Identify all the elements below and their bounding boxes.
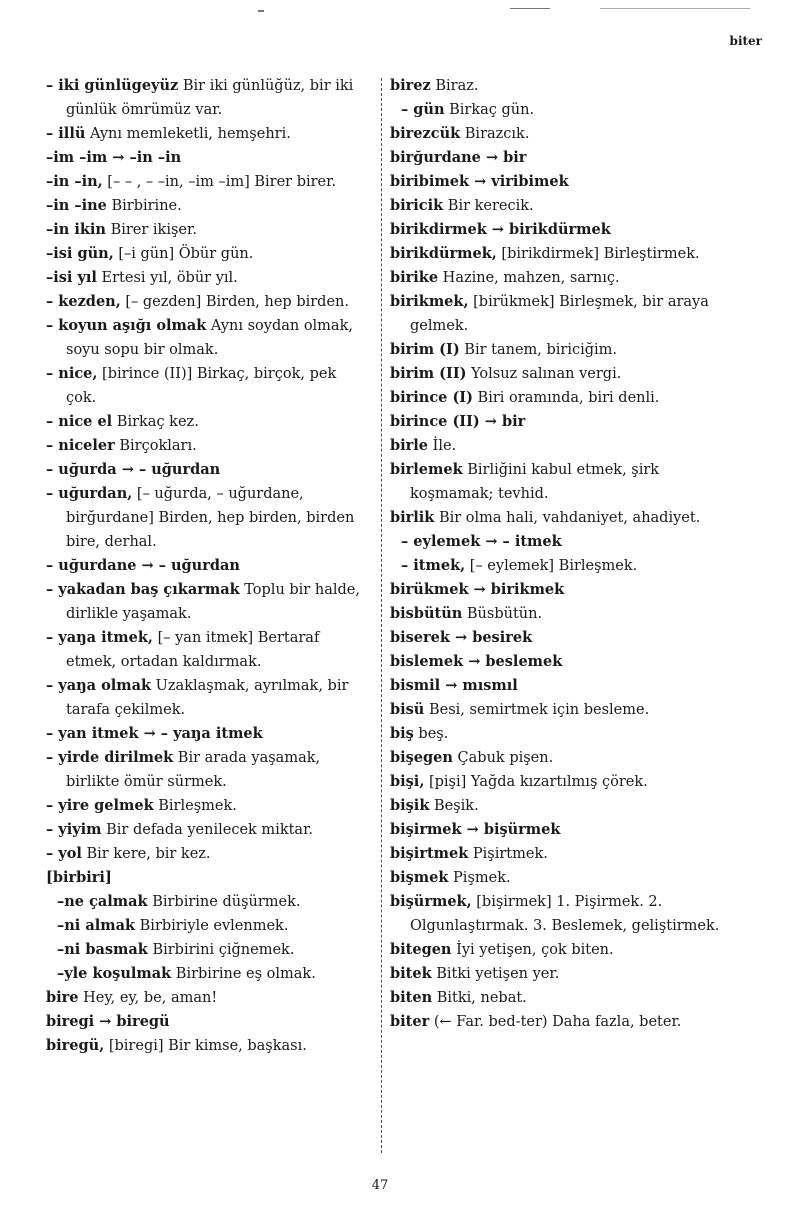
dictionary-entry <box>390 794 722 818</box>
dictionary-entry <box>46 218 368 242</box>
entry-headword: biribimek → viribimek <box>390 173 569 190</box>
entry-definition: [pişi] Yağda kızartılmış çörek. <box>424 774 648 790</box>
entry-definition: Birazcık. <box>460 126 530 142</box>
entry-definition: [– gezden] Birden, hep birden. <box>120 294 349 310</box>
entry-headword: bisü <box>390 701 425 718</box>
dictionary-entry <box>46 986 368 1010</box>
entry-headword: bişirmek → bişürmek <box>390 821 561 838</box>
entry-headword: – yaŋa olmak <box>46 677 152 694</box>
entry-definition: Birbiriyle evlenmek. <box>135 918 289 934</box>
entry-headword: –ni basmak <box>57 941 148 958</box>
entry-headword: – itmek, <box>401 557 466 574</box>
entry-headword: birikmek, <box>390 293 469 310</box>
entry-headword: birim (II) <box>390 365 467 382</box>
entry-definition: Çabuk pişen. <box>452 750 554 766</box>
entry-headword: birle <box>390 437 429 454</box>
dictionary-entry <box>46 818 368 842</box>
dictionary-entry <box>390 410 722 434</box>
entry-headword: biricik <box>390 197 444 214</box>
entry-headword: birince (II) → bir <box>390 413 526 430</box>
dictionary-entry <box>46 722 368 746</box>
entry-headword: bişmek <box>390 869 449 886</box>
dictionary-entry <box>390 746 722 770</box>
entry-headword: [birbiri] <box>46 869 112 886</box>
entry-headword: – yakadan baş çıkarmak <box>46 581 240 598</box>
entry-definition: Ertesi yıl, öbür yıl. <box>96 270 238 286</box>
dictionary-entry <box>46 674 368 722</box>
entry-definition: Birbirine. <box>106 198 182 214</box>
dictionary-entry <box>390 434 722 458</box>
entry-headword: birğurdane → bir <box>390 149 527 166</box>
dictionary-entry <box>390 530 722 554</box>
dictionary-entry <box>390 362 722 386</box>
entry-definition: Bir iki günlüğüz, bir iki günlük ömrümüz var. <box>66 78 354 118</box>
dictionary-entry <box>46 146 368 170</box>
dictionary-entry <box>46 962 368 986</box>
entry-definition: [birikdirmek] Birleştirmek. <box>496 246 700 262</box>
entry-headword: – illü <box>46 125 86 142</box>
entry-definition: Birkaç gün. <box>444 102 535 118</box>
entry-definition: [–i gün] Öbür gün. <box>113 246 254 262</box>
dictionary-entry <box>390 674 722 698</box>
entry-headword: bişirtmek <box>390 845 469 862</box>
entry-headword: bislemek → beslemek <box>390 653 563 670</box>
entry-headword: – yirde dirilmek <box>46 749 174 766</box>
dictionary-entry <box>46 434 368 458</box>
entry-definition: Birliğini kabul etmek, şirk koşmamak; tevhid. <box>410 462 660 502</box>
dictionary-entry <box>46 410 368 434</box>
dictionary-entry <box>46 626 368 674</box>
dictionary-entry <box>46 938 368 962</box>
entry-headword: – yiyim <box>46 821 102 838</box>
dictionary-entry <box>390 1010 722 1034</box>
dictionary-entry <box>390 626 722 650</box>
dictionary-entry <box>46 74 368 122</box>
entry-definition: Büsbütün. <box>462 606 543 622</box>
entry-headword: – nice, <box>46 365 98 382</box>
entry-headword: –isi gün, <box>46 245 114 262</box>
entry-headword: –in ikin <box>46 221 106 238</box>
entry-headword: biter <box>390 1013 430 1030</box>
dictionary-entry <box>46 866 368 890</box>
dictionary-entry <box>390 602 722 626</box>
entry-definition: Birbirine düşürmek. <box>147 894 301 910</box>
entry-headword: –yle koşulmak <box>57 965 172 982</box>
dictionary-entry <box>46 842 368 866</box>
dictionary-entry <box>390 770 722 794</box>
dictionary-entry <box>390 338 722 362</box>
dictionary-entry <box>46 482 368 554</box>
entry-headword: bire <box>46 989 79 1006</box>
entry-headword: birike <box>390 269 439 286</box>
entry-definition: İle. <box>428 438 457 454</box>
entry-headword: – koyun aşığı olmak <box>46 317 207 334</box>
dictionary-entry <box>390 146 722 170</box>
dictionary-entry <box>46 242 368 266</box>
dictionary-entry <box>390 818 722 842</box>
entry-headword: – yire gelmek <box>46 797 154 814</box>
entry-headword: biregi → biregü <box>46 1013 170 1030</box>
entry-definition: Hey, ey, be, aman! <box>78 990 218 1006</box>
dictionary-entry <box>390 290 722 338</box>
page-number: 47 <box>371 1178 389 1193</box>
entry-headword: – yaŋa itmek, <box>46 629 153 646</box>
dictionary-entry <box>390 866 722 890</box>
dictionary-entry <box>46 314 368 362</box>
left-column <box>46 74 368 1058</box>
dictionary-entry <box>46 890 368 914</box>
dictionary-entry <box>46 266 368 290</box>
entry-headword: –in –in, <box>46 173 103 190</box>
entry-headword: bitegen <box>390 941 452 958</box>
dictionary-entry <box>390 842 722 866</box>
scan-speck <box>600 8 750 9</box>
dictionary-entry <box>46 458 368 482</box>
dictionary-entry <box>390 938 722 962</box>
dictionary-entry <box>390 554 722 578</box>
scan-speck <box>510 8 550 9</box>
entry-definition: [– eylemek] Birleşmek. <box>465 558 638 574</box>
dictionary-entry <box>46 746 368 794</box>
dictionary-entry <box>46 362 368 410</box>
entry-headword: bismil → mısmıl <box>390 677 518 694</box>
dictionary-entry <box>46 914 368 938</box>
dictionary-entry <box>390 650 722 674</box>
entry-headword: – uğurdan, <box>46 485 133 502</box>
dictionary-entry <box>390 698 722 722</box>
entry-definition: Uzaklaşmak, ayrılmak, bir tarafa çekilmek. <box>66 678 349 718</box>
entry-headword: bişik <box>390 797 430 814</box>
entry-definition: (← Far. bed-ter) Daha fazla, beter. <box>429 1014 682 1030</box>
dictionary-entry <box>46 1010 368 1034</box>
entry-headword: biten <box>390 989 433 1006</box>
entry-headword: –im –im → –in –in <box>46 149 182 166</box>
entry-headword: –isi yıl <box>46 269 97 286</box>
dictionary-entry <box>46 122 368 146</box>
entry-headword: – nice el <box>46 413 113 430</box>
entry-headword: biregü, <box>46 1037 105 1054</box>
entry-definition: Beşik. <box>429 798 479 814</box>
entry-headword: –in –ine <box>46 197 107 214</box>
entry-headword: birükmek → birikmek <box>390 581 565 598</box>
entry-headword: –ni almak <box>57 917 136 934</box>
entry-definition: Pişirtmek. <box>468 846 548 862</box>
entry-definition: [– uğurda, – uğurdane, birğurdane] Birden, hep birden, birden bire, derhal. <box>66 486 355 550</box>
entry-headword: – yol <box>46 845 82 862</box>
entry-headword: birlik <box>390 509 435 526</box>
dictionary-entry <box>390 98 722 122</box>
entry-definition: Pişmek. <box>448 870 511 886</box>
entry-definition: Bitki, nebat. <box>432 990 527 1006</box>
entry-definition: [biregi] Bir kimse, başkası. <box>104 1038 307 1054</box>
right-column <box>390 74 722 1034</box>
dictionary-entry <box>390 170 722 194</box>
entry-definition: [birükmek] Birleşmek, bir araya gelmek. <box>410 294 709 334</box>
entry-headword: – iki günlügeyüz <box>46 77 179 94</box>
entry-definition: [bişirmek] 1. Pişirmek. 2. Olgunlaştırmak. 3. Beslemek, geliştirmek. <box>410 894 720 934</box>
dictionary-entry <box>390 890 722 938</box>
dictionary-entry <box>390 266 722 290</box>
entry-definition: Yolsuz salınan vergi. <box>466 366 622 382</box>
entry-definition: [– – , – –in, –im –im] Birer birer. <box>102 174 337 190</box>
entry-definition: İyi yetişen, çok biten. <box>451 942 614 958</box>
entry-headword: – uğurda → – uğurdan <box>46 461 221 478</box>
dictionary-entry <box>390 218 722 242</box>
scan-speck <box>258 10 264 12</box>
entry-definition: Birkaç kez. <box>112 414 199 430</box>
dictionary-entry <box>390 386 722 410</box>
entry-definition: Besi, semirtmek için besleme. <box>424 702 650 718</box>
entry-definition: [birince (II)] Birkaç, birçok, pek çok. <box>66 366 337 406</box>
entry-definition: Birleşmek. <box>153 798 237 814</box>
dictionary-entry <box>46 578 368 626</box>
entry-definition: Bir kere, bir kez. <box>81 846 211 862</box>
entry-headword: birez <box>390 77 431 94</box>
dictionary-entry <box>46 170 368 194</box>
dictionary-entry <box>46 290 368 314</box>
entry-definition: Birbirini çiğnemek. <box>147 942 295 958</box>
entry-definition: Birer ikişer. <box>105 222 197 238</box>
entry-definition: Bir kerecik. <box>443 198 534 214</box>
dictionary-entry <box>390 194 722 218</box>
entry-definition: beş. <box>413 726 449 742</box>
entry-headword: – eylemek → – itmek <box>401 533 562 550</box>
entry-headword: birince (I) <box>390 389 473 406</box>
entry-headword: birikdirmek → birikdürmek <box>390 221 611 238</box>
entry-definition: [– yan itmek] Bertaraf etmek, ortadan kaldırmak. <box>66 630 320 670</box>
dictionary-entry <box>390 578 722 602</box>
entry-headword: – kezden, <box>46 293 121 310</box>
column-divider <box>381 78 382 1153</box>
entry-definition: Bitki yetişen yer. <box>431 966 560 982</box>
entry-definition: Birbirine eş olmak. <box>171 966 316 982</box>
entry-definition: Biraz. <box>430 78 479 94</box>
entry-definition: Bir tanem, biriciğim. <box>459 342 618 358</box>
dictionary-entry <box>46 194 368 218</box>
entry-headword: biş <box>390 725 414 742</box>
entry-headword: birezcük <box>390 125 461 142</box>
dictionary-entry <box>390 458 722 506</box>
entry-headword: bisbütün <box>390 605 463 622</box>
entry-definition: Biri oramında, biri denli. <box>472 390 660 406</box>
entry-headword: birikdürmek, <box>390 245 497 262</box>
entry-headword: –ne çalmak <box>57 893 148 910</box>
dictionary-entry <box>46 554 368 578</box>
entry-definition: Toplu bir halde, dirlikle yaşamak. <box>66 582 360 622</box>
dictionary-entry <box>390 74 722 98</box>
entry-headword: bitek <box>390 965 432 982</box>
entry-definition: Aynı soydan olmak, soyu sopu bir olmak. <box>66 318 353 358</box>
entry-headword: – niceler <box>46 437 115 454</box>
dictionary-entry <box>390 986 722 1010</box>
dictionary-entry <box>390 962 722 986</box>
entry-definition: Aynı memleketli, hemşehri. <box>85 126 291 142</box>
entry-headword: – gün <box>401 101 445 118</box>
entry-definition: Birçokları. <box>114 438 197 454</box>
dictionary-entry <box>390 722 722 746</box>
dictionary-entry <box>46 1034 368 1058</box>
entry-headword: birim (I) <box>390 341 460 358</box>
dictionary-entry <box>390 122 722 146</box>
entry-headword: birlemek <box>390 461 463 478</box>
entry-headword: biserek → besirek <box>390 629 533 646</box>
dictionary-entry <box>390 242 722 266</box>
dictionary-entry <box>390 506 722 530</box>
entry-headword: – yan itmek → – yaŋa itmek <box>46 725 263 742</box>
entry-headword: bişi, <box>390 773 425 790</box>
entry-headword: bişegen <box>390 749 453 766</box>
entry-definition: Bir defada yenilecek miktar. <box>101 822 314 838</box>
entry-headword: – uğurdane → – uğurdan <box>46 557 240 574</box>
entry-headword: bişürmek, <box>390 893 472 910</box>
entry-definition: Bir olma hali, vahdaniyet, ahadiyet. <box>434 510 701 526</box>
entry-definition: Hazine, mahzen, sarnıç. <box>438 270 620 286</box>
entry-definition: Bir arada yaşamak, birlikte ömür sürmek. <box>66 750 321 790</box>
dictionary-entry <box>46 794 368 818</box>
guide-word: biter <box>729 34 762 48</box>
